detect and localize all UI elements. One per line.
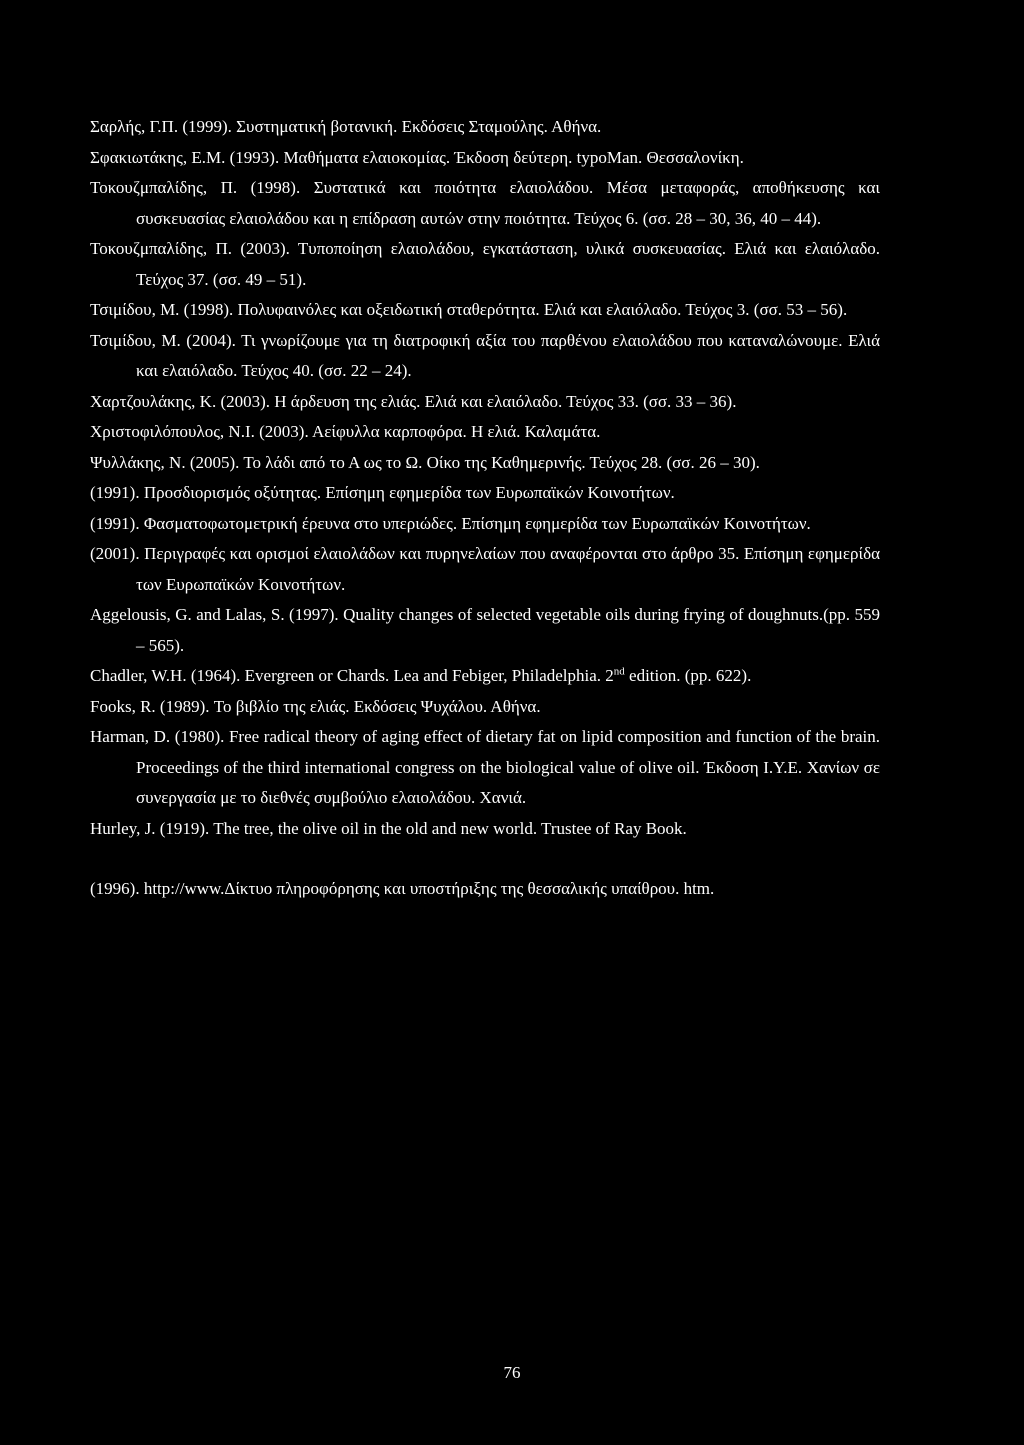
reference-entry: Ψυλλάκης, Ν. (2005). Το λάδι από το Α ως το Ω. Οίκο της Καθημερινής. Τεύχος 28. (σσ. 26 – 30). [90,452,760,472]
reference-entry: Τοκουζμπαλίδης, Π. (2003). Τυποποίηση ελαιολάδου, εγκατάσταση, υλικά συσκευασίας. Ελιά και ελαιόλαδο. Τεύχος 37. (σσ. 49 – 51). [90,239,880,289]
reference-entry: (2001). Περιγραφές και ορισμοί ελαιολάδων και πυρηνελαίων που αναφέρονται στο άρθρο 35. Επίσημη εφημερίδα των Ευρωπαϊκών Κοινοτήτων. [90,544,880,594]
reference-entry: Τοκουζμπαλίδης, Π. (1998). Συστατικά και ποιότητα ελαιολάδου. Μέσα μεταφοράς, αποθήκευσης και συσκευασίας ελαιολάδου και η επίδραση αυτών στην ποιότητα. Τεύχος 6. (σσ. 28 – 30, 36, 40 – 44). [90,178,880,228]
reference-entry: (1991). Φασματοφωτομετρική έρευνα στο υπεριώδες. Επίσημη εφημερίδα των Ευρωπαϊκών Κοινοτήτων. [90,513,811,533]
reference-entry: Χριστοφιλόπουλος, Ν.Ι. (2003). Αείφυλλα καρποφόρα. Η ελιά. Καλαμάτα. [90,422,601,441]
reference-entry: Σφακιωτάκης, Ε.Μ. (1993). Μαθήματα ελαιοκομίας. Έκδοση δεύτερη. typoMan. Θεσσαλονίκη. [90,147,744,167]
reference-list [90,112,880,905]
reference-text: Chadler, W.H. (1964). Evergreen or Chards. Lea and Febiger, Philadelphia. 2 [90,666,614,685]
reference-entry: Hurley, J. (1919). The tree, the olive oil in the old and new world. Trustee of Ray Book. [90,818,687,838]
reference-entry: Σαρλής, Γ.Π. (1999). Συστηματική βοτανική. Εκδόσεις Σταμούλης. Αθήνα. [90,117,602,136]
reference-entry: Τσιμίδου, Μ. (2004). Τι γνωρίζουμε για τη διατροφική αξία του παρθένου ελαιολάδου που καταναλώνουμε. Ελιά και ελαιόλαδο. Τεύχος 40. (σσ. 22 – 24). [90,330,880,380]
reference-entry: (1996). http://www.Δίκτυο πληροφόρησης και υποστήριξης της θεσσαλικής υπαίθρου. htm. [90,879,715,898]
reference-entry: Fooks, R. (1989). Το βιβλίο της ελιάς. Εκδόσεις Ψυχάλου. Αθήνα. [90,696,541,716]
reference-text: edition. (pp. 622). [624,666,752,685]
reference-entry: Χαρτζουλάκης, Κ. (2003). Η άρδευση της ελιάς. Ελιά και ελαιόλαδο. Τεύχος 33. (σσ. 33 – 36). [90,391,737,411]
page-number: 76 [503,1363,521,1382]
reference-entry: Τσιμίδου, Μ. (1998). Πολυφαινόλες και οξειδωτική σταθερότητα. Ελιά και ελαιόλαδο. Τεύχος 3. (σσ. 53 – 56). [90,300,848,319]
superscript: nd [613,665,625,678]
reference-entry: Harman, D. (1980). Free radical theory of aging effect of dietary fat on lipid composition and function of the brain. Proceedings of the third international congress on the biological value of olive oil. Έκδοση Ι.Υ.Ε. Χανίων σε συνεργασία με το διεθνές συμβούλιο ελαιολάδου. Χανιά. [90,727,880,807]
reference-entry: Aggelousis, G. and Lalas, S. (1997). Quality changes of selected vegetable oils during frying of doughnuts.(pp. 559 – 565). [90,605,880,655]
reference-entry-chadler [90,661,880,692]
reference-entry: (1991). Προσδιορισμός οξύτητας. Επίσημη εφημερίδα των Ευρωπαϊκών Κοινοτήτων. [90,483,675,502]
